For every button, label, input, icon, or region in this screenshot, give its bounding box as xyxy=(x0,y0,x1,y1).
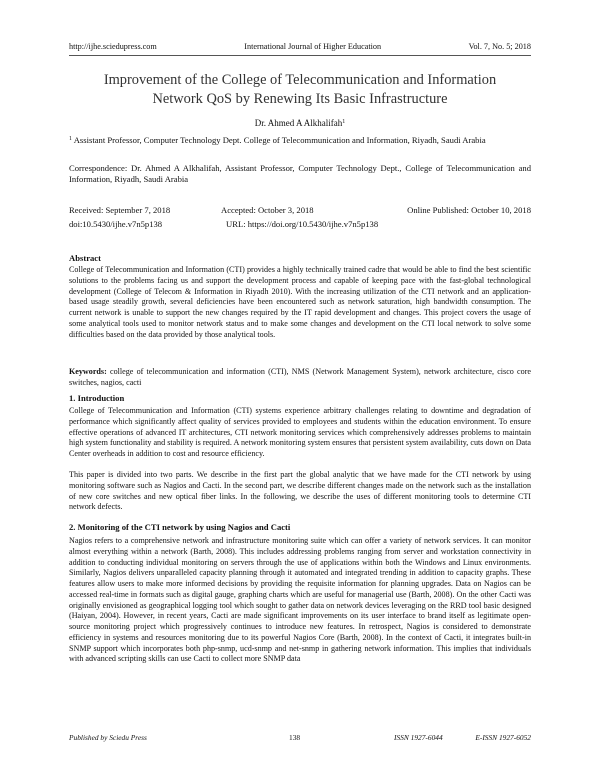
abstract-text: College of Telecommunication and Information (CTI) provides a highly technically trained cadre that would be able to find the best scientific solutions to the problems facing us and support the development process and capable of keeping pace with the fast-global technological development (College of Telecom & Information in Riyadh 2010). With the increasing utilization of the CTI network and an application-based usage steadily growth, several deficiencies have been encountered such as network saturation, high bandwidth consumption. The current network is unable to support the new changes required by the IT rapid development and changes. This project covers the usage of some analytical tools used to monitor network status and to make some changes and development on the CTI local network to solve some difficulties based on the data provided by those analytical tools. xyxy=(69,265,531,339)
dates-row xyxy=(69,205,531,217)
author-superscript: 1 xyxy=(342,119,346,125)
published-date: Online Published: October 10, 2018 xyxy=(407,205,531,215)
footer-issn: ISSN 1927-6044 xyxy=(394,733,443,742)
keywords xyxy=(69,367,531,389)
section-1-paragraph-2: This paper is divided into two parts. We describe in the first part the global analytic that we have made for the CTI network by using monitoring software such as Nagios and Cacti. In the second part, we describe different changes made on the network such as the installation of new core switches and new optical fiber links. In the following, we describe the uses of different monitoring tools to determine CTI network defects. xyxy=(69,470,531,512)
doi-url[interactable]: URL: https://doi.org/10.5430/ijhe.v7n5p138 xyxy=(226,219,379,229)
section-2-paragraph-1: Nagios refers to a comprehensive network and infrastructure monitoring suite which can offer a variety of network services. It can monitor almost everything within a network (Barth, 2008). This includes addressing problems ranging from server and workstation connectivity in addition to conducting individual monitoring on servers through the use of applications within both the Windows and Linux environments. Similarly, Nagios delivers unparalleled capacity planning through it automated and integrated trending in addition to capacity graphs. These features allow users to make more informed decisions by providing the requisite information for planning upgrades. Data on Nagios can be accessed real-time in formats such as digital gauge, graphing charts which are useful for managerial use (Barth, 2008). On the other Cacti was originally envisioned as geographical logging tool which sought to gather data on network devices leveraging on the RRD tool basic designed (Haiyan, 2004). However, in recent years, Cacti are made significant improvements on its user interface to brand itself as legitimate open-source monitoring project which progressively continues to introduce new features. In retrospect, Nagios is considered to demonstrate efficiency in systems and resources monitoring due to its powerful Nagios Core (Barth, 2008). In the context of Cacti, it integrates built-in SNMP support which incorporates both php-snmp, ucd-snmp and net-snmp in gathering network information. This implies that individuals with advanced scripting skills can use Cacti to collect more SNMP data xyxy=(69,536,531,664)
journal-url[interactable]: http://ijhe.sciedupress.com xyxy=(69,42,157,51)
affiliation-superscript: 1 xyxy=(69,136,72,142)
section-2-heading: 2. Monitoring of the CTI network by using Nagios and Cacti xyxy=(69,522,291,532)
header-divider xyxy=(69,55,531,56)
affiliation-text: Assistant Professor, Computer Technology Dept. College of Telecommunication and Information, Riyadh, Saudi Arabia xyxy=(73,135,486,145)
correspondence: Correspondence: Dr. Ahmed A Alkhalifah, Assistant Professor, Computer Technology Dept., College of Telecommunication and Information, Riyadh, Saudi Arabia xyxy=(69,163,531,185)
author-name: Dr. Ahmed A Alkhalifah xyxy=(254,118,343,128)
author-line xyxy=(69,118,531,128)
footer-eissn: E-ISSN 1927-6052 xyxy=(475,733,531,742)
paper-title xyxy=(60,71,540,109)
title-line-2: Network QoS by Renewing Its Basic Infrastructure xyxy=(152,91,448,107)
keywords-text: college of telecommunication and information (CTI), NMS (Network Management System), network architecture, cisco core switches, nagios, cacti xyxy=(69,367,531,387)
doi-row xyxy=(69,219,531,231)
section-1-paragraph-1: College of Telecommunication and Information (CTI) systems experience arbitrary challenges relating to downtime and degradation of performance which significantly affect quality of services provided to employees and students within the education environment. To ensure effective operations of advanced IT architectures, CTI network monitoring services which comprehensively addresses problems to maintain high system functionality and stability is required. A network monitoring system ensures that persistent system availability, cuts down on Data Center overheads in addition to cost and resource efficiency. xyxy=(69,406,531,458)
journal-volume: Vol. 7, No. 5; 2018 xyxy=(468,42,531,51)
affiliation xyxy=(69,134,531,146)
abstract-heading: Abstract xyxy=(69,253,101,263)
footer-publisher: Published by Sciedu Press xyxy=(69,733,147,742)
running-header xyxy=(69,42,531,51)
received-date: Received: September 7, 2018 xyxy=(69,205,171,215)
page-number: 138 xyxy=(289,733,301,742)
title-line-1: Improvement of the College of Telecommunication and Information xyxy=(103,72,497,88)
doi[interactable]: doi:10.5430/ijhe.v7n5p138 xyxy=(69,219,163,229)
keywords-label: Keywords: xyxy=(69,367,107,376)
section-1-heading: 1. Introduction xyxy=(69,393,125,403)
accepted-date: Accepted: October 3, 2018 xyxy=(221,205,314,215)
journal-name: International Journal of Higher Education xyxy=(244,42,382,51)
